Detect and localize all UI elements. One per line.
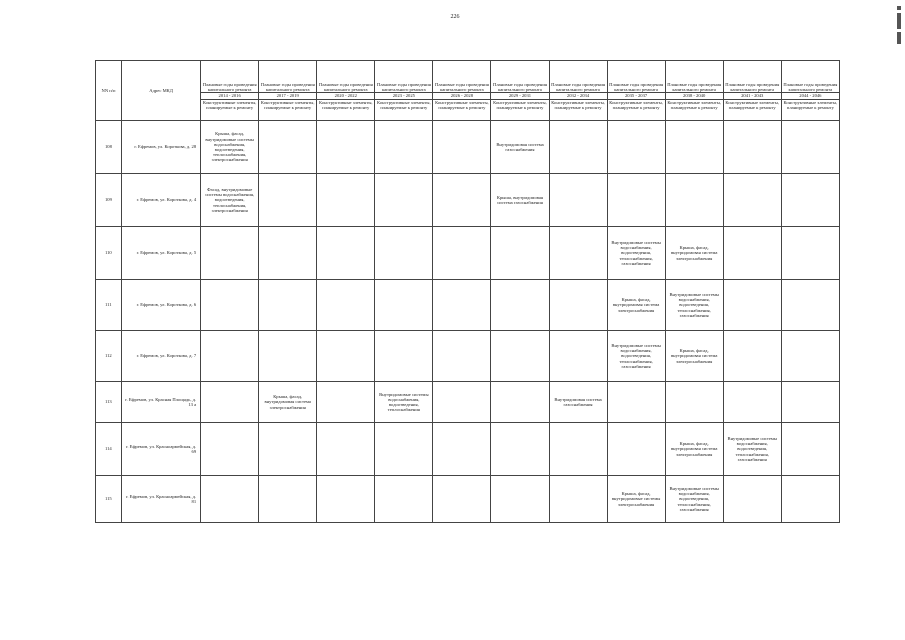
period-title-header: Плановые годы проведения капитального ремонта [781,61,839,93]
period-years-header: 2041 - 2043 [723,93,781,100]
repair-elements-cell [781,423,839,476]
repair-elements-cell: Внутридомовые системы водоснабжения, водоотведения, теплоснабжения, газоснабжения [607,331,665,382]
nn-header: NN п/п [96,61,122,121]
repair-elements-cell [201,280,259,331]
period-elements-header: Конструктивные элементы, планируемые к ремонту [723,100,781,121]
repair-elements-cell: Крыша, фасад, внутридомовая система электроснабжения [665,423,723,476]
period-elements-header: Конструктивные элементы, планируемые к ремонту [781,100,839,121]
table-row [96,280,840,331]
repair-elements-cell [781,121,839,174]
page-number: 226 [450,14,460,20]
period-elements-header: Конструктивные элементы, планируемые к ремонту [259,100,317,121]
repair-elements-cell [781,227,839,280]
repair-elements-cell [781,174,839,227]
repair-elements-cell [665,382,723,423]
repair-elements-cell [375,423,433,476]
repair-elements-cell: Крыша, фасад, внутридомовая система электроснабжения [665,331,723,382]
repair-elements-cell [259,227,317,280]
repair-elements-cell [375,227,433,280]
row-number: 108 [96,121,122,174]
row-number: 110 [96,227,122,280]
period-title-header: Плановые годы проведения капитального ремонта [607,61,665,93]
repair-elements-cell [723,382,781,423]
repair-elements-cell: Фасад, внутридомовые системы водоснабжения, водоотведения, теплоснабжения, электроснабжения [201,174,259,227]
repair-elements-cell [491,280,549,331]
repair-elements-cell [781,476,839,523]
repair-elements-cell [375,476,433,523]
repair-elements-cell [549,227,607,280]
repair-elements-cell [375,121,433,174]
period-years-header: 2023 - 2025 [375,93,433,100]
repair-elements-cell [375,174,433,227]
repair-elements-cell [317,121,375,174]
repair-elements-cell [781,331,839,382]
period-elements-header: Конструктивные элементы, планируемые к ремонту [549,100,607,121]
capital-repair-table [95,60,840,523]
repair-elements-cell [607,121,665,174]
period-title-header: Плановые годы проведения капитального ремонта [259,61,317,93]
repair-elements-cell [317,382,375,423]
repair-elements-cell [607,174,665,227]
row-address: г. Ефремов, ул. Красноармейская, д. 69 [122,423,201,476]
repair-elements-cell [549,280,607,331]
repair-elements-cell [549,423,607,476]
repair-elements-cell: Внутридомовые системы водоснабжения, водоотведения, теплоснабжения, газоснабжения [723,423,781,476]
period-years-header: 2026 - 2028 [433,93,491,100]
repair-elements-cell [549,121,607,174]
repair-elements-cell [317,423,375,476]
row-address: г. Ефремов, ул. Короткова, д. 6 [122,280,201,331]
repair-elements-cell [433,174,491,227]
period-years-header: 2029 - 2031 [491,93,549,100]
table-row [96,382,840,423]
row-address: г. Ефремов, ул. Короткова, д. 7 [122,331,201,382]
period-title-header: Плановые годы проведения капитального ремонта [549,61,607,93]
table-body [96,121,840,523]
repair-elements-cell [549,174,607,227]
repair-elements-cell [375,331,433,382]
repair-elements-cell [317,174,375,227]
repair-elements-cell [259,331,317,382]
repair-elements-cell [259,121,317,174]
repair-elements-cell [665,174,723,227]
repair-elements-cell: Внутридомовые системы водоснабжения, водоотведения, теплоснабжения, газоснабжения [607,227,665,280]
repair-elements-cell [317,331,375,382]
repair-elements-cell: Крыша, фасад, внутридомовые системы электроснабжения [607,476,665,523]
address-header: Адрес МКД [122,61,201,121]
period-elements-header: Конструктивные элементы, планируемые к ремонту [491,100,549,121]
repair-elements-cell [781,382,839,423]
table-row [96,121,840,174]
repair-elements-cell [491,331,549,382]
repair-elements-cell [259,174,317,227]
repair-elements-cell [607,382,665,423]
period-elements-header: Конструктивные элементы, планируемые к ремонту [317,100,375,121]
period-years-header: 2044 - 2046 [781,93,839,100]
period-elements-header: Конструктивные элементы, планируемые к ремонту [665,100,723,121]
repair-elements-cell [317,476,375,523]
repair-elements-cell [201,331,259,382]
table-row [96,331,840,382]
table-row [96,476,840,523]
scan-edge-mark [897,6,901,44]
period-years-header: 2020 - 2022 [317,93,375,100]
repair-elements-cell [723,121,781,174]
repair-elements-cell: Внутридомовая система газоснабжения [491,121,549,174]
repair-elements-cell [433,121,491,174]
repair-elements-cell [723,227,781,280]
repair-elements-cell [433,227,491,280]
repair-elements-cell [201,227,259,280]
repair-elements-cell [723,280,781,331]
repair-elements-cell: Крыша, фасад, внутридомовая система электроснабжения [607,280,665,331]
repair-elements-cell [549,331,607,382]
repair-elements-cell [665,121,723,174]
repair-elements-cell [491,423,549,476]
repair-elements-cell: Внутридомовая система газоснабжения [549,382,607,423]
repair-elements-cell [259,280,317,331]
row-number: 112 [96,331,122,382]
table-row [96,227,840,280]
repair-elements-cell: Крыша, внутридомовая система газоснабжения [491,174,549,227]
repair-elements-cell [201,476,259,523]
period-title-header: Плановые годы проведения капитального ремонта [317,61,375,93]
repair-elements-cell: Крыша, фасад, внутридомовая система электроснабжения [259,382,317,423]
repair-elements-cell: Внутридомовые системы водоснабжения, водоотведения, теплоснабжения [375,382,433,423]
repair-elements-cell [259,476,317,523]
repair-elements-cell [259,423,317,476]
repair-elements-cell: Внутридомовые системы водоснабжения, водоотведения, теплоснабжения, газоснабжения [665,280,723,331]
repair-elements-cell [723,476,781,523]
repair-elements-cell [491,476,549,523]
period-elements-header: Конструктивные элементы, планируемые к ремонту [201,100,259,121]
period-title-header: Плановые годы проведения капитального ремонта [491,61,549,93]
repair-elements-cell [723,331,781,382]
period-title-header: Плановые годы проведения капитального ремонта [433,61,491,93]
repair-elements-cell [781,280,839,331]
repair-elements-cell [317,280,375,331]
repair-elements-cell: Внутридомовые системы водоснабжения, водоотведения, теплоснабжения, газоснабжения [665,476,723,523]
repair-elements-cell [549,476,607,523]
period-title-header: Плановые годы проведения капитального ремонта [723,61,781,93]
repair-elements-cell [433,382,491,423]
period-years-header: 2014 - 2016 [201,93,259,100]
repair-elements-cell [433,423,491,476]
row-address: г. Ефремов, ул. Короткова, д. 5 [122,227,201,280]
repair-elements-cell [607,423,665,476]
period-years-header: 2032 - 2034 [549,93,607,100]
period-years-header: 2017 - 2019 [259,93,317,100]
repair-elements-cell [317,227,375,280]
repair-elements-cell [433,331,491,382]
row-address: г. Ефремов, ул. Красноармейская, д. 81 [122,476,201,523]
period-years-header: 2035 - 2037 [607,93,665,100]
row-number: 114 [96,423,122,476]
table-row [96,174,840,227]
period-elements-header: Конструктивные элементы, планируемые к ремонту [607,100,665,121]
period-elements-header: Конструктивные элементы, планируемые к ремонту [433,100,491,121]
row-address: г. Ефремов, ул. Красная Площадь, д. 13 а [122,382,201,423]
repair-elements-cell [433,476,491,523]
repair-elements-cell [433,280,491,331]
period-title-header: Плановые годы проведения капитального ремонта [375,61,433,93]
row-address: г. Ефремов, ул. Короткова, д. 4 [122,174,201,227]
repair-elements-cell: Крыша, фасад, внутридомовые системы водоснабжения, водоотведения, теплоснабжения, электроснабжения [201,121,259,174]
repair-elements-cell [491,382,549,423]
repair-elements-cell [375,280,433,331]
period-title-header: Плановые годы проведения капитального ремонта [201,61,259,93]
row-number: 113 [96,382,122,423]
row-number: 115 [96,476,122,523]
row-number: 111 [96,280,122,331]
repair-elements-cell: Крыша, фасад, внутридомовая система электроснабжения [665,227,723,280]
repair-elements-cell [723,174,781,227]
period-title-header: Плановые годы проведения капитального ремонта [665,61,723,93]
repair-elements-cell [201,382,259,423]
table-header [96,61,840,121]
row-address: г. Ефремов, ул. Короткова, д. 28 [122,121,201,174]
period-elements-header: Конструктивные элементы, планируемые к ремонту [375,100,433,121]
repair-elements-cell [491,227,549,280]
table-row [96,423,840,476]
period-years-header: 2038 - 2040 [665,93,723,100]
row-number: 109 [96,174,122,227]
repair-elements-cell [201,423,259,476]
